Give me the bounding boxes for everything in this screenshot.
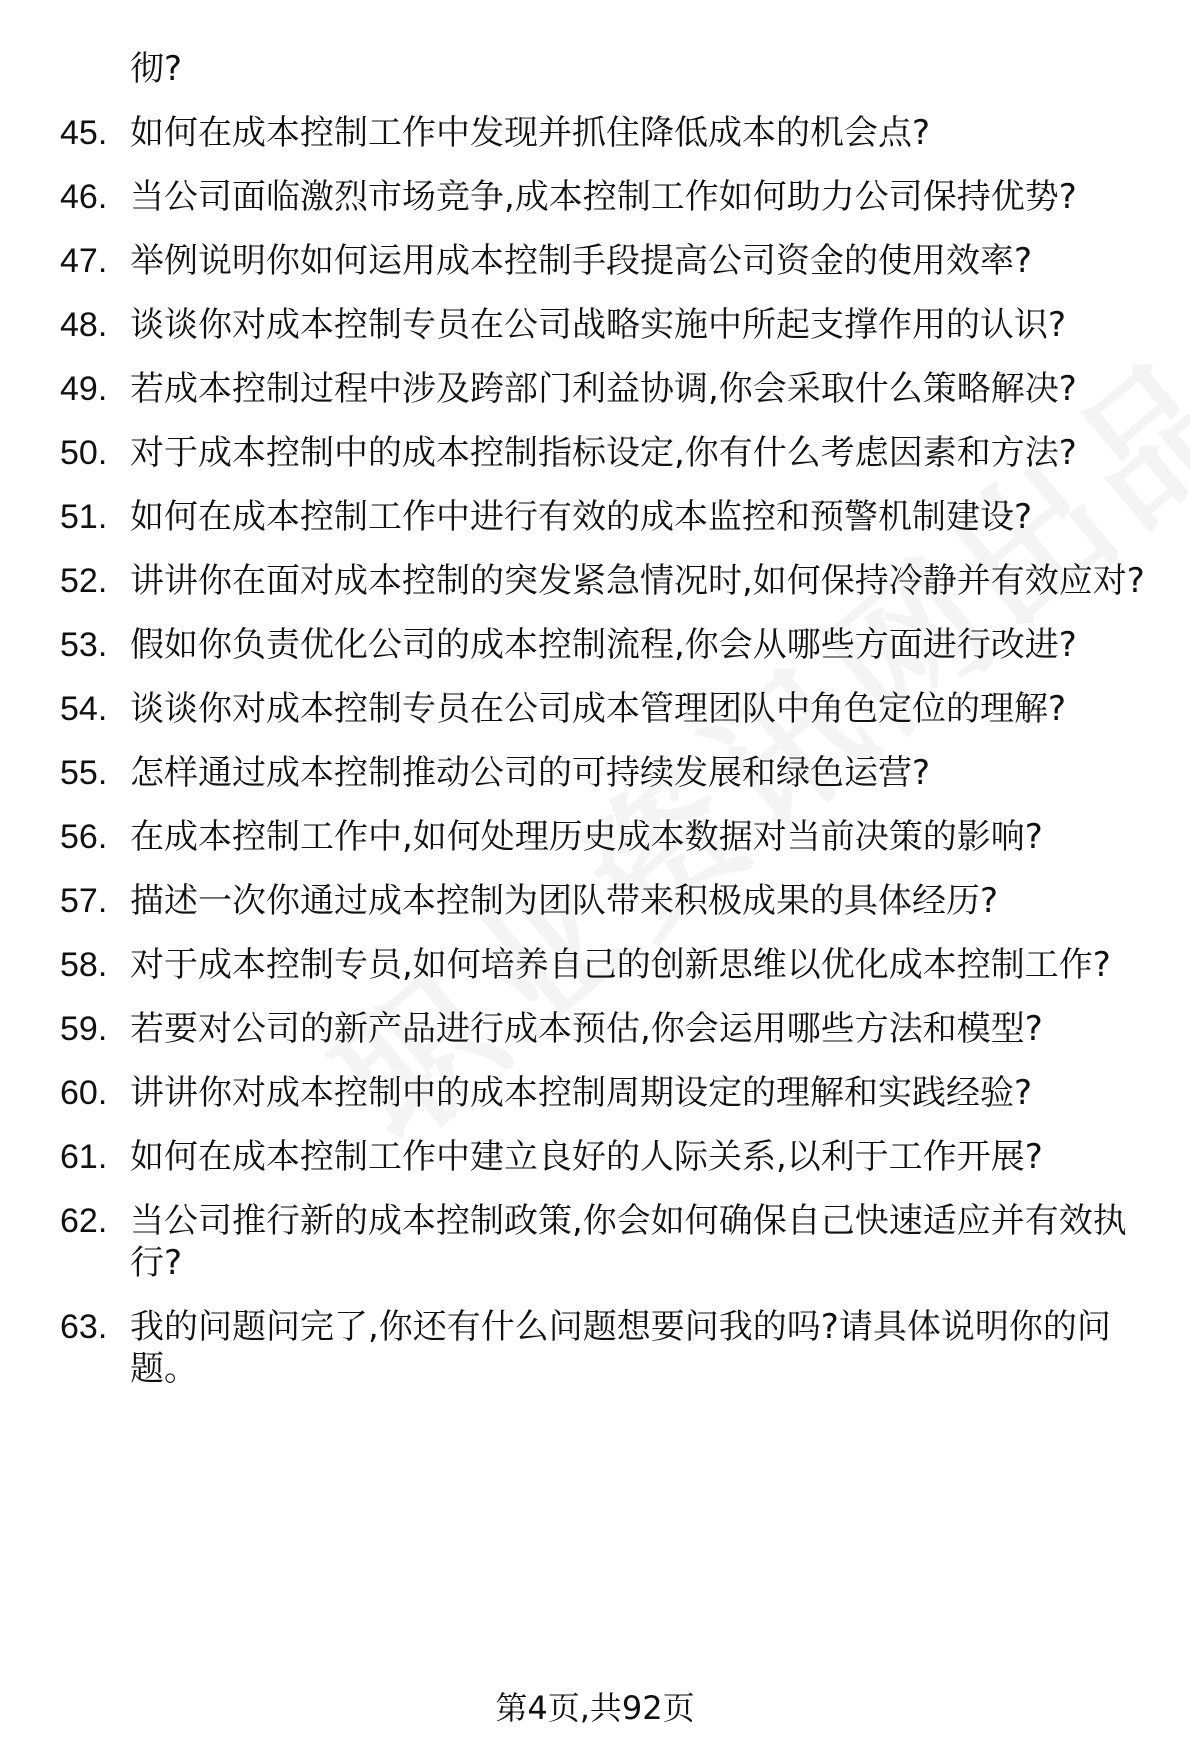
- question-item: [0, 880, 1190, 922]
- question-number: 53.: [60, 626, 108, 664]
- question-number: 47.: [60, 242, 108, 280]
- question-text: 如何在成本控制工作中发现并抓住降低成本的机会点?: [130, 113, 931, 153]
- question-number: 48.: [60, 306, 108, 344]
- question-number: 50.: [60, 434, 108, 472]
- question-text: 我的问题问完了,你还有什么问题想要问我的吗?请具体说明你的问题。: [130, 1307, 1111, 1389]
- question-text: 若成本控制过程中涉及跨部门利益协调,你会采取什么策略解决?: [130, 369, 1077, 409]
- question-number: 45.: [60, 114, 108, 152]
- question-text: 谈谈你对成本控制专员在公司成本管理团队中角色定位的理解?: [130, 689, 1067, 729]
- question-item: [0, 240, 1190, 282]
- question-number: 60.: [60, 1074, 108, 1112]
- question-item: [0, 752, 1190, 794]
- question-text: 讲讲你对成本控制中的成本控制周期设定的理解和实践经验?: [130, 1073, 1033, 1113]
- question-text: 讲讲你在面对成本控制的突发紧急情况时,如何保持冷静并有效应对?: [130, 561, 1145, 601]
- question-text: 彻?: [130, 49, 183, 89]
- question-text: 当公司推行新的成本控制政策,你会如何确保自己快速适应并有效执行?: [130, 1201, 1127, 1283]
- question-text: 对于成本控制中的成本控制指标设定,你有什么考虑因素和方法?: [130, 433, 1077, 473]
- question-item: [0, 112, 1190, 154]
- question-number: 59.: [60, 1010, 108, 1048]
- question-item: [0, 816, 1190, 858]
- question-number: 55.: [60, 754, 108, 792]
- question-number: 49.: [60, 370, 108, 408]
- question-continuation: [0, 48, 1190, 90]
- question-text: 对于成本控制专员,如何培养自己的创新思维以优化成本控制工作?: [130, 945, 1111, 985]
- question-text: 举例说明你如何运用成本控制手段提高公司资金的使用效率?: [130, 241, 1033, 281]
- question-item: [0, 496, 1190, 538]
- question-item: [0, 1136, 1190, 1178]
- question-text: 当公司面临激烈市场竞争,成本控制工作如何助力公司保持优势?: [130, 177, 1077, 217]
- question-text: 谈谈你对成本控制专员在公司战略实施中所起支撑作用的认识?: [130, 305, 1067, 345]
- question-item: [0, 688, 1190, 730]
- question-item: [0, 368, 1190, 410]
- question-number: 57.: [60, 882, 108, 920]
- question-number: 62.: [60, 1202, 108, 1240]
- question-item: [0, 560, 1190, 602]
- question-item: [0, 1306, 1190, 1390]
- question-item: [0, 1072, 1190, 1114]
- question-number: 61.: [60, 1138, 108, 1176]
- question-number: 58.: [60, 946, 108, 984]
- question-number: 46.: [60, 178, 108, 216]
- question-text: 如何在成本控制工作中进行有效的成本监控和预警机制建设?: [130, 497, 1033, 537]
- question-text: 怎样通过成本控制推动公司的可持续发展和绿色运营?: [130, 753, 931, 793]
- question-text: 在成本控制工作中,如何处理历史成本数据对当前决策的影响?: [130, 817, 1043, 857]
- question-item: [0, 944, 1190, 986]
- question-text: 假如你负责优化公司的成本控制流程,你会从哪些方面进行改进?: [130, 625, 1077, 665]
- question-number: 56.: [60, 818, 108, 856]
- question-item: [0, 176, 1190, 218]
- question-item: [0, 1008, 1190, 1050]
- question-number: 54.: [60, 690, 108, 728]
- question-item: [0, 432, 1190, 474]
- question-text: 若要对公司的新产品进行成本预估,你会运用哪些方法和模型?: [130, 1009, 1043, 1049]
- question-number: 51.: [60, 498, 108, 536]
- question-text: 如何在成本控制工作中建立良好的人际关系,以利于工作开展?: [130, 1137, 1043, 1177]
- question-item: [0, 624, 1190, 666]
- question-text: 描述一次你通过成本控制为团队带来积极成果的具体经历?: [130, 881, 999, 921]
- question-list: [0, 48, 1190, 1412]
- question-item: [0, 304, 1190, 346]
- page-footer: 第4页,共92页: [495, 1689, 695, 1727]
- question-item: [0, 1200, 1190, 1284]
- question-number: 52.: [60, 562, 108, 600]
- question-number: 63.: [60, 1308, 108, 1346]
